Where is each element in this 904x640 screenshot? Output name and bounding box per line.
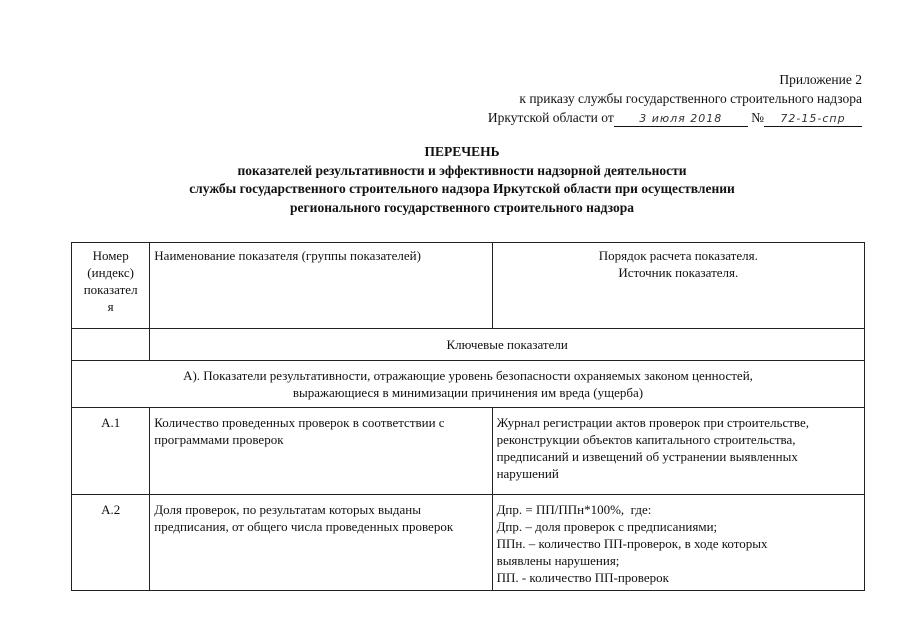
group-a-cell bbox=[72, 361, 865, 408]
number-sign: № bbox=[751, 110, 764, 125]
row-method-line: Дпр. = ПП/ППн*100%, где: bbox=[496, 502, 652, 517]
appendix-title: Приложение 2 bbox=[779, 72, 862, 87]
header-method-line-2: Источник показателя. bbox=[618, 265, 739, 280]
section-key-label: Ключевые показатели bbox=[446, 337, 568, 352]
group-a-row bbox=[72, 361, 865, 408]
header-index-line: Номер bbox=[92, 248, 129, 263]
row-index-cell bbox=[72, 408, 150, 495]
header-method-line-1: Порядок расчета показателя. bbox=[598, 248, 758, 263]
row-name-cell bbox=[150, 408, 492, 495]
row-index-cell bbox=[72, 495, 150, 591]
indicators-table bbox=[71, 242, 865, 591]
row-name: Количество проведенных проверок в соответствии с программами проверок bbox=[154, 415, 445, 447]
title-line-2: показателей результативности и эффективности надзорной деятельности bbox=[237, 162, 687, 178]
row-name: Доля проверок, по результатам которых выданы предписания, от общего числа проведенных проверок bbox=[154, 502, 454, 534]
handwritten-date: 3 июля 2018 bbox=[614, 112, 748, 127]
row-method-line: нарушений bbox=[496, 466, 559, 481]
title-line-4: регионального государственного строительного надзора bbox=[290, 199, 634, 215]
row-method-line: предписаний и извещений об устранении выявленных bbox=[496, 449, 798, 464]
group-a-line-1: А). Показатели результативности, отражающие уровень безопасности охраняемых законом ценностей, bbox=[183, 368, 753, 383]
row-method-line: Журнал регистрации актов проверок при строительстве, bbox=[496, 415, 810, 430]
row-index: А.2 bbox=[101, 502, 121, 517]
row-name-cell bbox=[150, 495, 492, 591]
row-index: А.1 bbox=[101, 415, 121, 430]
row-method-line: выявлены нарушения; bbox=[496, 553, 620, 568]
table-row bbox=[72, 408, 865, 495]
row-method-line: ППн. – количество ПП-проверок, в ходе которых bbox=[496, 536, 768, 551]
row-method-cell bbox=[492, 408, 864, 495]
appendix-region-label: Иркутской области от bbox=[487, 110, 614, 125]
header-index-cell bbox=[72, 243, 150, 329]
section-key-row bbox=[72, 329, 865, 361]
title-line-1: ПЕРЕЧЕНЬ bbox=[424, 144, 500, 159]
row-method-line: Дпр. – доля проверок с предписаниями; bbox=[496, 519, 718, 534]
header-index-line: я bbox=[107, 299, 114, 314]
group-a-line-2: выражающиеся в минимизации причинения им вреда (ущерба) bbox=[292, 385, 644, 400]
header-index-line: показател bbox=[83, 282, 138, 297]
appendix-date-line bbox=[488, 108, 862, 127]
appendix-header bbox=[488, 70, 862, 127]
header-name-label: Наименование показателя (группы показателей) bbox=[154, 248, 421, 263]
section-key-cell bbox=[150, 329, 865, 361]
section-key-empty-cell bbox=[72, 329, 150, 361]
row-method-cell bbox=[492, 495, 864, 591]
handwritten-number: 72-15-спр bbox=[764, 112, 862, 127]
title-line-3: службы государственного строительного надзора Иркутской области при осуществлении bbox=[189, 181, 735, 196]
header-name-cell bbox=[150, 243, 492, 329]
appendix-order-line: к приказу службы государственного строительного надзора bbox=[519, 91, 862, 106]
table-row bbox=[72, 495, 865, 591]
document-title bbox=[70, 143, 854, 217]
header-index-line: (индекс) bbox=[87, 265, 134, 280]
table-header-row bbox=[72, 243, 865, 329]
header-method-cell bbox=[492, 243, 864, 329]
row-method-line: ПП. - количество ПП-проверок bbox=[496, 570, 669, 585]
row-method-line: реконструкции объектов капитального строительства, bbox=[496, 432, 796, 447]
